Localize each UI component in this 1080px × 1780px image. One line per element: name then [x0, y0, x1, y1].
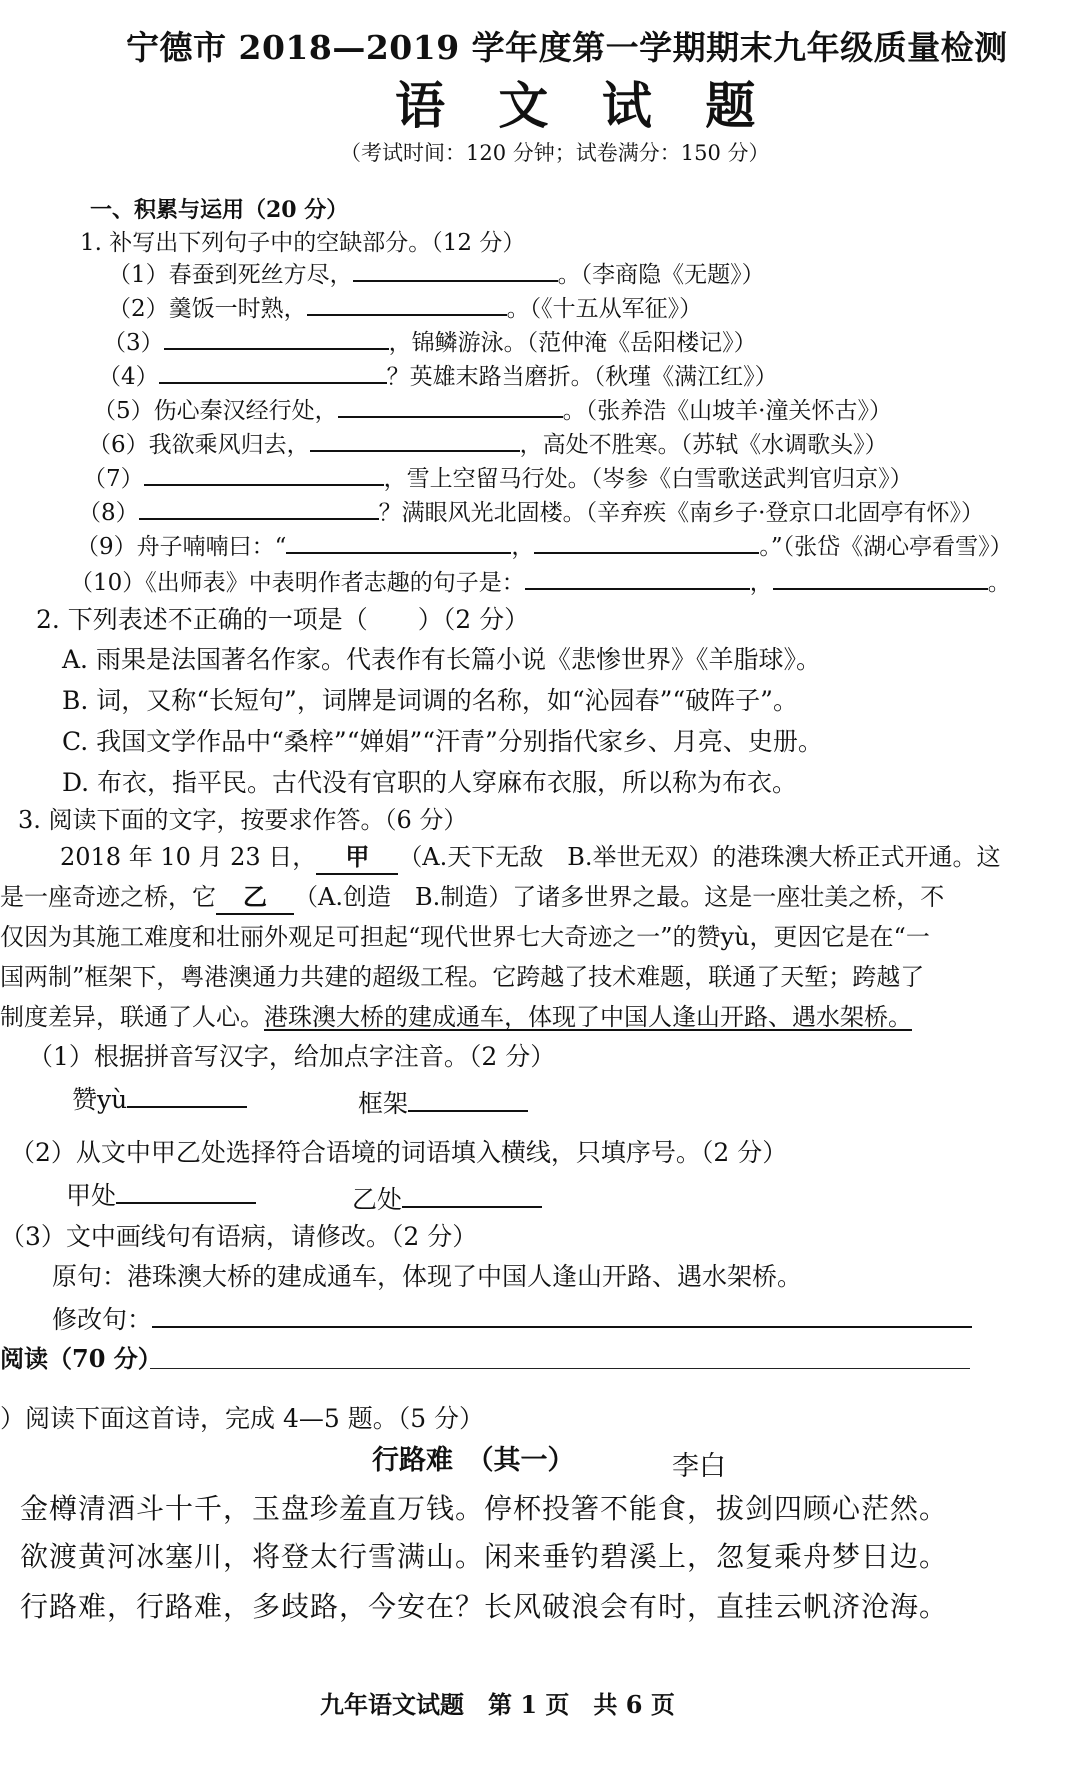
- field-label: 赞yù: [72, 1085, 128, 1114]
- q1-item-10: [70, 566, 1011, 598]
- q2-option-a: A. 雨果是法国著名作家。代表作有长篇小说《悲惨世界》《羊脂球》。: [62, 645, 821, 674]
- q1-item-4-pre: （4）: [98, 364, 159, 390]
- answer-blank[interactable]: [116, 1180, 256, 1204]
- q2-option-c: C. 我国文学作品中“桑梓”“婵娟”“汗青”分别指代家乡、月亮、史册。: [62, 727, 823, 756]
- answer-blank[interactable]: [159, 360, 387, 384]
- answer-blank[interactable]: [338, 394, 563, 418]
- q3-sub3-stem: （3）文中画线句有语病，请修改。（2 分）: [0, 1222, 478, 1251]
- page-footer: 九年语文试题 第 1 页 共 6 页: [320, 1690, 675, 1719]
- q3-passage-line-4: [0, 962, 924, 992]
- q3-sub2-stem: （2）从文中甲乙处选择符合语境的词语填入横线，只填序号。（2 分）: [10, 1138, 788, 1167]
- q1-item-2-pre: （2）羹饭一时熟，: [108, 296, 307, 322]
- q1-item-4-post: ？英雄末路当磨折。（秋瑾《满江红》）: [386, 364, 778, 390]
- poem-line-1: 金樽清酒斗十千，玉盘珍羞直万钱。停杯投箸不能食，拔剑四顾心茫然。: [20, 1492, 949, 1525]
- poem-line-3: 行路难，行路难，多歧路，今安在？长风破浪会有时，直挂云帆济沧海。: [20, 1590, 949, 1623]
- q3-sub2-field2: [352, 1184, 542, 1215]
- q3-sub1-field1: [72, 1084, 247, 1115]
- answer-blank[interactable]: [139, 496, 379, 520]
- q1-item-7: [83, 462, 913, 494]
- answer-blank[interactable]: [152, 1304, 972, 1328]
- exam-title-line1: 宁德市 2018—2019 学年度第一学期期末九年级质量检测: [126, 28, 1008, 67]
- q2-stem: 2. 下列表述不正确的一项是（ ）（2 分）: [36, 605, 530, 634]
- q3-passage-line-5: [0, 1002, 912, 1032]
- exam-info: （考试时间：120 分钟；试卷满分：150 分）: [340, 141, 770, 165]
- passage-text: 制度差异，联通了人心。: [0, 1003, 264, 1031]
- q3-sub1-stem: （1）根据拼音写汉字，给加点字注音。（2 分）: [28, 1042, 556, 1071]
- q2-option-d: D. 布衣，指平民。古代没有官职的人穿麻布衣服，所以称为布衣。: [62, 768, 798, 797]
- q3-passage-line-1: [60, 842, 1001, 875]
- q1-stem: 1. 补写出下列句子中的空缺部分。（12 分）: [80, 230, 526, 256]
- q3-sub3-revised: [52, 1304, 972, 1335]
- answer-blank[interactable]: [353, 258, 558, 282]
- section2-intro: ）阅读下面这首诗，完成 4—5 题。（5 分）: [0, 1404, 485, 1433]
- answer-blank[interactable]: [402, 1184, 542, 1208]
- q1-item-10-mid: ，: [749, 570, 773, 596]
- q1-item-10-pre: （10）《出师表》中表明作者志趣的句子是：: [70, 570, 525, 596]
- q1-item-9-mid: ，: [511, 534, 535, 560]
- q1-item-3-pre: （3）: [103, 330, 164, 356]
- q3-stem: 3. 阅读下面的文字，按要求作答。（6 分）: [18, 806, 468, 834]
- answer-blank[interactable]: [127, 1084, 247, 1108]
- answer-blank[interactable]: [286, 530, 511, 554]
- answer-blank[interactable]: [144, 462, 384, 486]
- poem-author: 李白: [672, 1451, 726, 1482]
- q1-item-1-post: 。（李商隐《无题》）: [557, 262, 765, 288]
- q1-item-8-pre: （8）: [78, 500, 139, 526]
- answer-blank[interactable]: [534, 530, 759, 554]
- q3-passage-line-2: [0, 882, 944, 915]
- q2-option-b: B. 词，又称“长短句”，词牌是词调的名称，如“沁园春”“破阵子”。: [62, 686, 798, 715]
- passage-text: （A.创造 B.制造）了诸多世界之最。这是一座壮美之桥，不: [294, 883, 945, 911]
- field-label: 甲处: [66, 1181, 117, 1210]
- q1-item-1-pre: （1）春蚕到死丝方尽，: [108, 262, 353, 288]
- field-label: 乙处: [352, 1185, 403, 1214]
- answer-blank[interactable]: [164, 326, 389, 350]
- q1-item-9-pre: （9）舟子喃喃曰：“: [76, 534, 287, 560]
- q1-item-5-post: 。（张养浩《山坡羊·潼关怀古》）: [562, 398, 892, 424]
- q1-item-3-post: ，锦鳞游泳。（范仲淹《岳阳楼记》）: [388, 330, 757, 356]
- poem-line-2: 欲渡黄河冰塞川，将登太行雪满山。闲来垂钓碧溪上，忽复乘舟梦日边。: [20, 1540, 949, 1573]
- passage-text: 2018 年 10 月 23 日，: [60, 843, 317, 871]
- q1-item-6-pre: （6）我欲乘风归去，: [88, 432, 310, 458]
- field-label: 框架: [358, 1089, 409, 1118]
- section1-heading: 一、积累与运用（20 分）: [90, 197, 349, 223]
- q3-sub2-field1: [66, 1180, 256, 1211]
- q3-sub3-original: 原句：港珠澳大桥的建成通车，体现了中国人逢山开路、遇水架桥。: [52, 1262, 803, 1291]
- q1-item-5: [93, 394, 892, 426]
- q1-item-10-post: 。: [987, 570, 1011, 596]
- q3-passage-line-3: [0, 922, 930, 952]
- q1-item-2-post: 。（《十五从军征》）: [506, 296, 703, 322]
- exam-title-line2: 语 文 试 题: [395, 76, 774, 135]
- q1-item-3: [103, 326, 757, 358]
- handwritten-mark-yi: 乙: [216, 883, 294, 915]
- poem-title: 行路难 （其一）: [372, 1445, 575, 1476]
- passage-text: 是一座奇迹之桥，它: [0, 883, 216, 911]
- q1-item-8-post: ？满眼风光北固楼。（辛弃疾《南乡子·登京口北固亭有怀》）: [378, 500, 984, 526]
- passage-text: 仅因为其施工难度和壮丽外观足可担起“现代世界七大奇迹之一”的赞yù，更因它是在“一: [0, 923, 930, 951]
- q1-item-4: [98, 360, 778, 392]
- answer-blank[interactable]: [773, 566, 988, 590]
- underlined-sentence: 港珠澳大桥的建成通车，体现了中国人逢山开路、遇水架桥。: [264, 1003, 912, 1031]
- passage-text: 国两制”框架下，粤港澳通力共建的超级工程。它跨越了技术难题，联通了天堑；跨越了: [0, 963, 925, 991]
- answer-blank[interactable]: [408, 1088, 528, 1112]
- q1-item-7-post: ，雪上空留马行处。（岑参《白雪歌送武判官归京》）: [383, 466, 913, 492]
- q1-item-7-pre: （7）: [83, 466, 144, 492]
- q1-item-9-post: 。”（张岱《湖心亭看雪》）: [759, 534, 1013, 560]
- field-label: 修改句：: [52, 1305, 153, 1334]
- passage-text: （A.天下无敌 B.举世无双）的港珠澳大桥正式开通。这: [398, 843, 1001, 871]
- answer-blank[interactable]: [525, 566, 750, 590]
- q1-item-2: [108, 292, 702, 324]
- section-divider: [150, 1368, 970, 1369]
- q3-sub1-field2: [358, 1088, 528, 1119]
- q1-item-6: [88, 428, 888, 460]
- q1-item-1: [108, 258, 765, 290]
- handwritten-mark-jia: 甲: [316, 843, 398, 875]
- answer-blank[interactable]: [310, 428, 520, 452]
- q1-item-9: [76, 530, 1013, 562]
- q1-item-6-post: ，高处不胜寒。（苏轼《水调歌头》）: [519, 432, 888, 458]
- section2-heading: 阅读（70 分）: [0, 1344, 162, 1373]
- q1-item-5-pre: （5）伤心秦汉经行处，: [93, 398, 338, 424]
- answer-blank[interactable]: [307, 292, 507, 316]
- q1-item-8: [78, 496, 984, 528]
